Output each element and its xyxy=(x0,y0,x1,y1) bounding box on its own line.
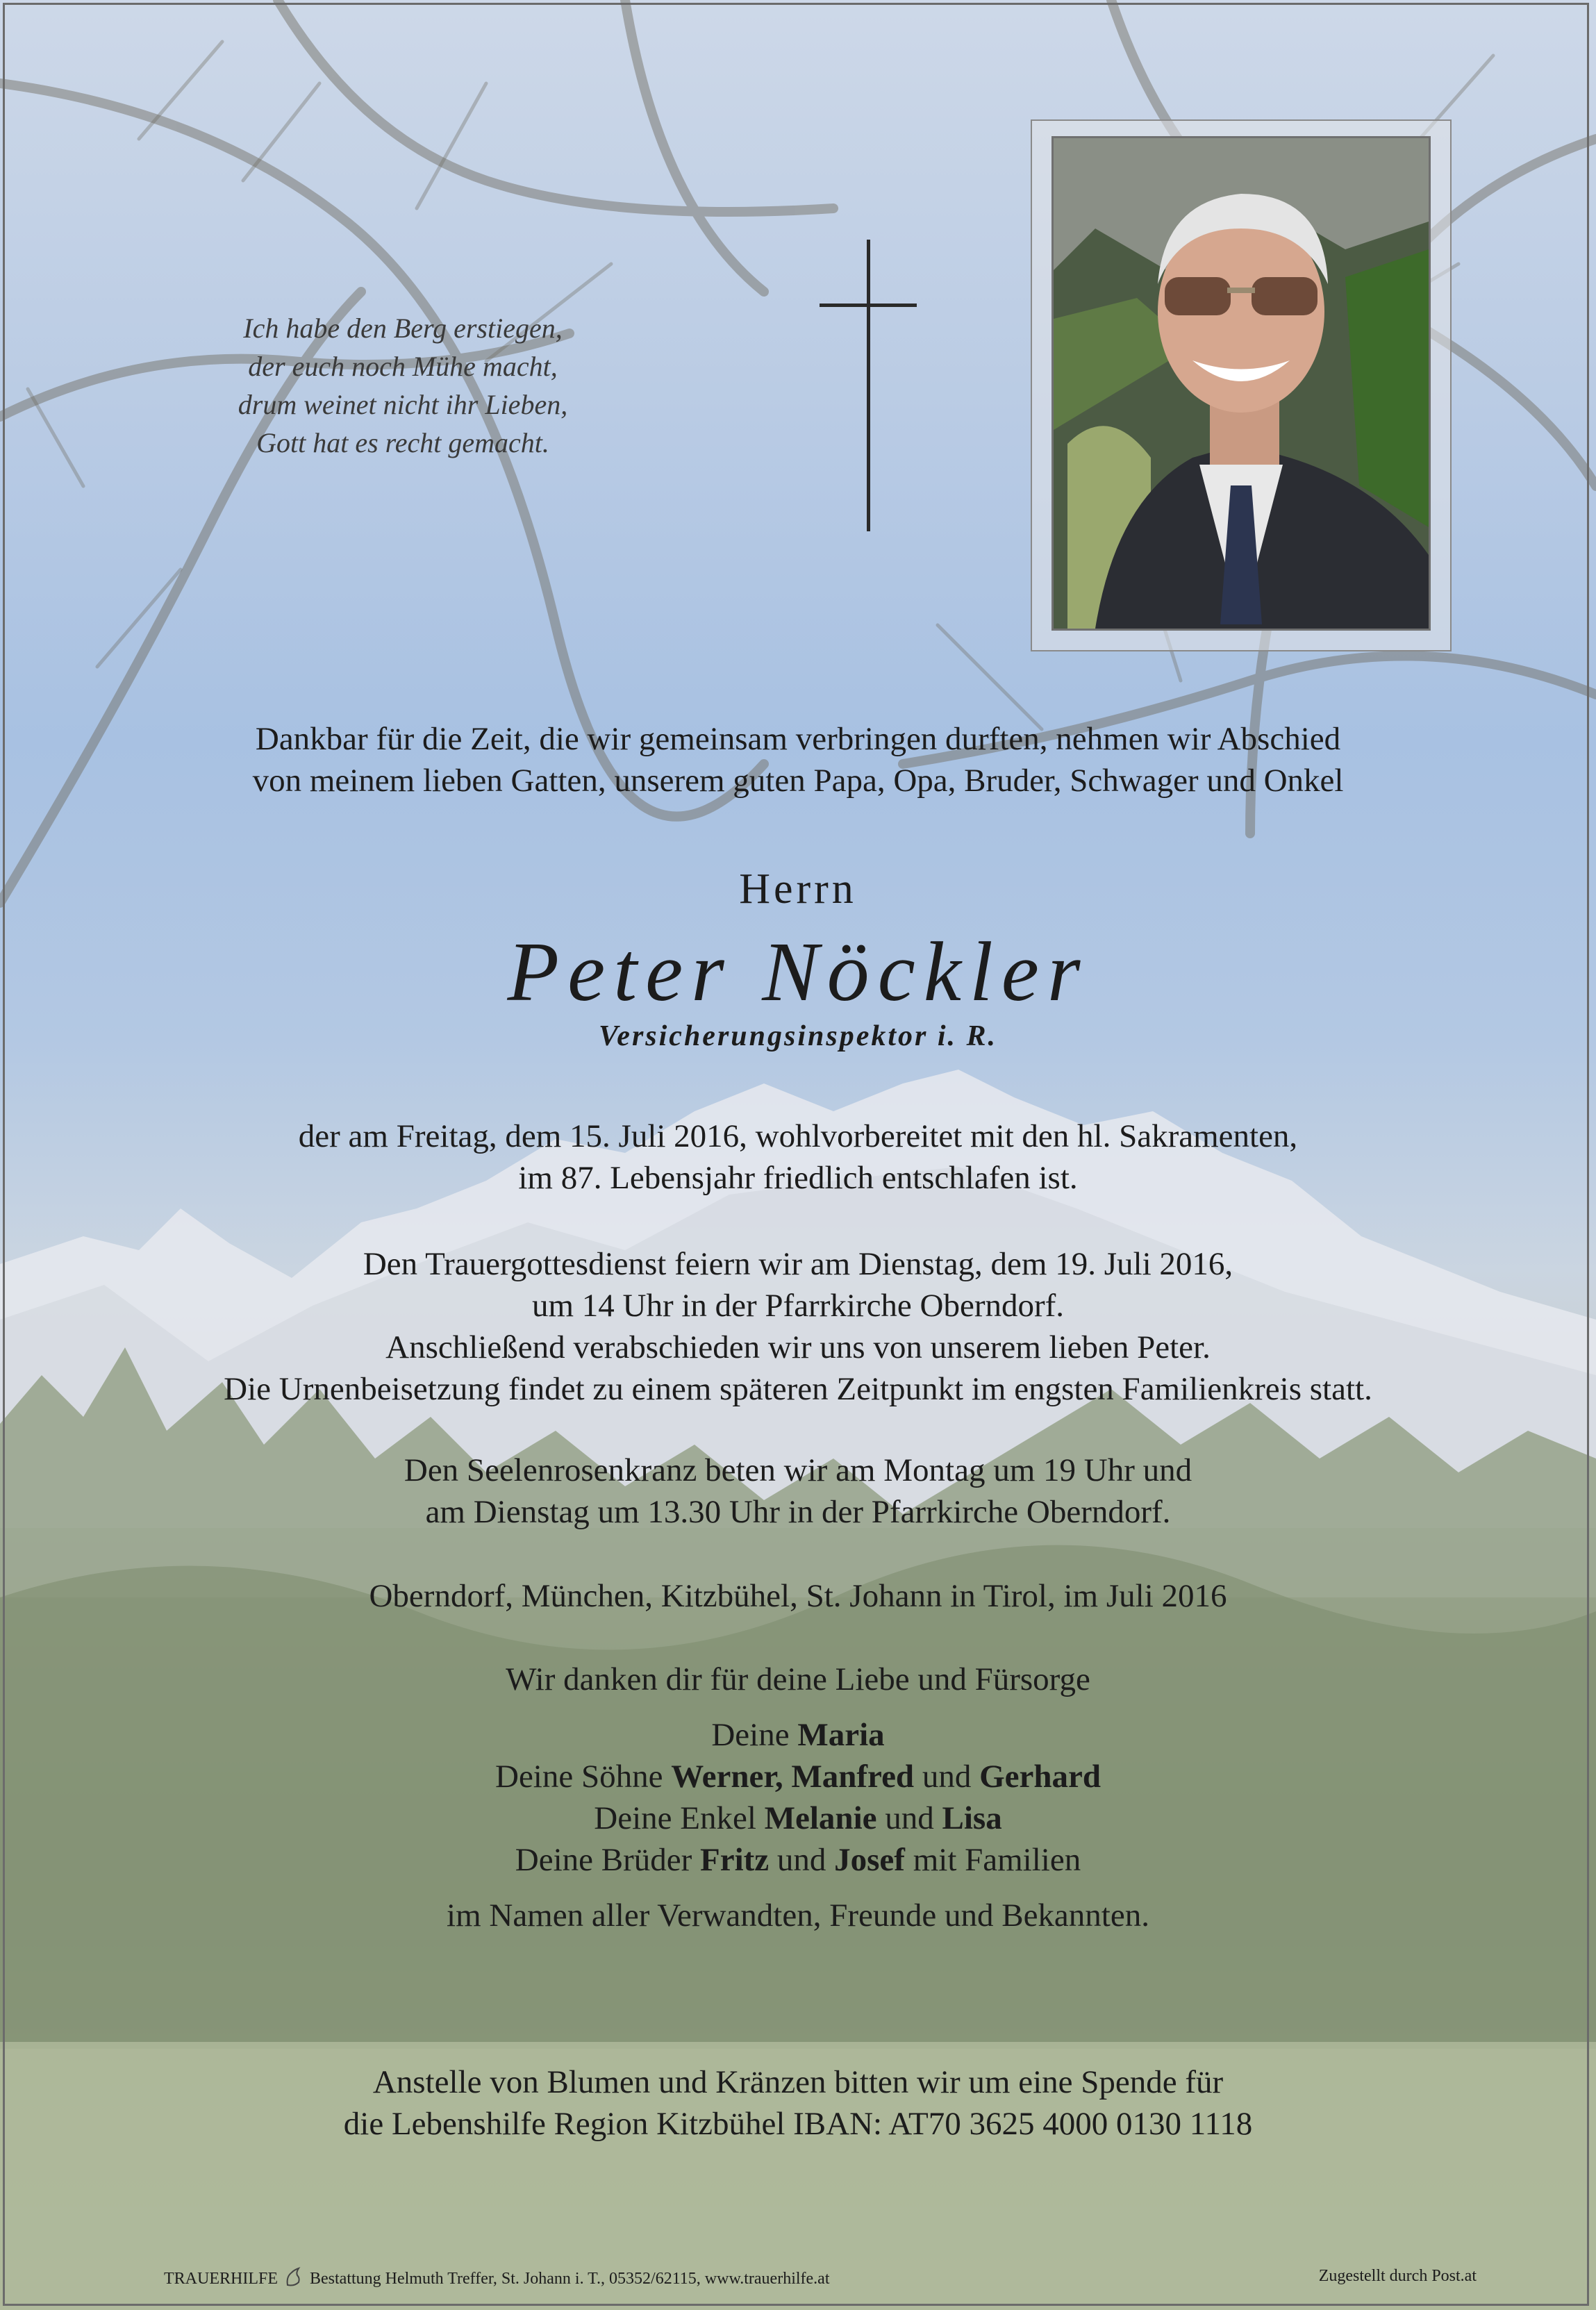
family-prefix: Deine Söhne xyxy=(495,1759,663,1795)
family-name: Gerhard xyxy=(979,1759,1101,1795)
intro-line: von meinem lieben Gatten, unserem guten Papa, Opa, Bruder, Schwager und Onkel xyxy=(252,763,1344,799)
service-line: Die Urnenbeisetzung findet zu einem späteren Zeitpunkt im engsten Familienkreis statt. xyxy=(224,1371,1372,1407)
poem-line: der euch noch Mühe macht, xyxy=(248,351,558,382)
conjunction: und xyxy=(885,1800,934,1836)
rosary xyxy=(0,1449,1596,1533)
family-name: Maria xyxy=(797,1717,885,1753)
family-name: Werner, Manfred xyxy=(671,1759,915,1795)
profession: Versicherungsinspektor i. R. xyxy=(598,1020,998,1052)
death-notice xyxy=(0,1115,1596,1199)
family-name: Fritz xyxy=(700,1842,770,1878)
dove-icon xyxy=(285,2267,303,2288)
family-name: Josef xyxy=(834,1842,905,1878)
portrait-photo xyxy=(1051,136,1431,631)
death-line: der am Freitag, dem 15. Juli 2016, wohlvorbereitet mit den hl. Sakramenten, xyxy=(298,1118,1298,1154)
death-line: im 87. Lebensjahr friedlich entschlafen ist. xyxy=(518,1160,1078,1196)
family-sons xyxy=(0,1756,1596,1797)
place-date: Oberndorf, München, Kitzbühel, St. Johann in Tirol, im Juli 2016 xyxy=(369,1578,1227,1614)
rosary-line: Den Seelenrosenkranz beten wir am Montag um 19 Uhr und xyxy=(404,1452,1192,1488)
family-prefix: Deine xyxy=(711,1717,790,1753)
thanks: Wir danken dir für deine Liebe und Fürsorge xyxy=(506,1661,1090,1697)
service-line: Anschließend verabschieden wir uns von unserem lieben Peter. xyxy=(385,1329,1211,1365)
family-list xyxy=(0,1714,1596,1881)
service-line: um 14 Uhr in der Pfarrkirche Oberndorf. xyxy=(531,1288,1065,1324)
deceased-name: Peter Nöckler xyxy=(507,925,1089,1019)
donation-line: die Lebenshilfe Region Kitzbühel IBAN: AT70 3625 4000 0130 1118 xyxy=(343,2106,1253,2142)
poem-line: drum weinet nicht ihr Lieben, xyxy=(238,389,568,420)
family-prefix: Deine Brüder xyxy=(515,1842,692,1878)
family-brothers xyxy=(0,1839,1596,1881)
footer-undertaker-text: Bestattung Helmuth Treffer, St. Johann i. T., 05352/62115, www.trauerhilfe.at xyxy=(310,2270,830,2288)
intro xyxy=(0,718,1596,801)
conjunction: und xyxy=(922,1759,972,1795)
family-prefix: Deine Enkel xyxy=(594,1800,756,1836)
cross-icon xyxy=(820,240,917,531)
poem-line: Ich habe den Berg erstiegen, xyxy=(243,313,563,344)
family-closing: im Namen aller Verwandten, Freunde und Bekannten. xyxy=(447,1897,1149,1934)
salutation: Herrn xyxy=(739,865,857,913)
poem xyxy=(174,309,632,462)
footer-brand: TRAUERHILFE xyxy=(164,2270,278,2288)
service-line: Den Trauergottesdienst feiern wir am Dienstag, dem 19. Juli 2016, xyxy=(363,1246,1233,1282)
donation-line: Anstelle von Blumen und Kränzen bitten wir um eine Spende für xyxy=(372,2064,1224,2100)
rosary-line: am Dienstag um 13.30 Uhr in der Pfarrkirche Oberndorf. xyxy=(425,1494,1171,1530)
poem-line: Gott hat es recht gemacht. xyxy=(256,427,549,458)
family-name: Lisa xyxy=(942,1800,1002,1836)
donation-request xyxy=(0,2061,1596,2145)
intro-line: Dankbar für die Zeit, die wir gemeinsam verbringen durften, nehmen wir Abschied xyxy=(255,721,1341,757)
family-name: Melanie xyxy=(764,1800,877,1836)
footer-delivered-by: Zugestellt durch Post.at xyxy=(1318,2267,1477,2285)
conjunction: und xyxy=(776,1842,826,1878)
family-grandchildren xyxy=(0,1797,1596,1839)
family-suffix: mit Familien xyxy=(913,1842,1081,1878)
family-wife xyxy=(0,1714,1596,1756)
footer-undertaker xyxy=(164,2267,830,2288)
funeral-service xyxy=(0,1243,1596,1410)
